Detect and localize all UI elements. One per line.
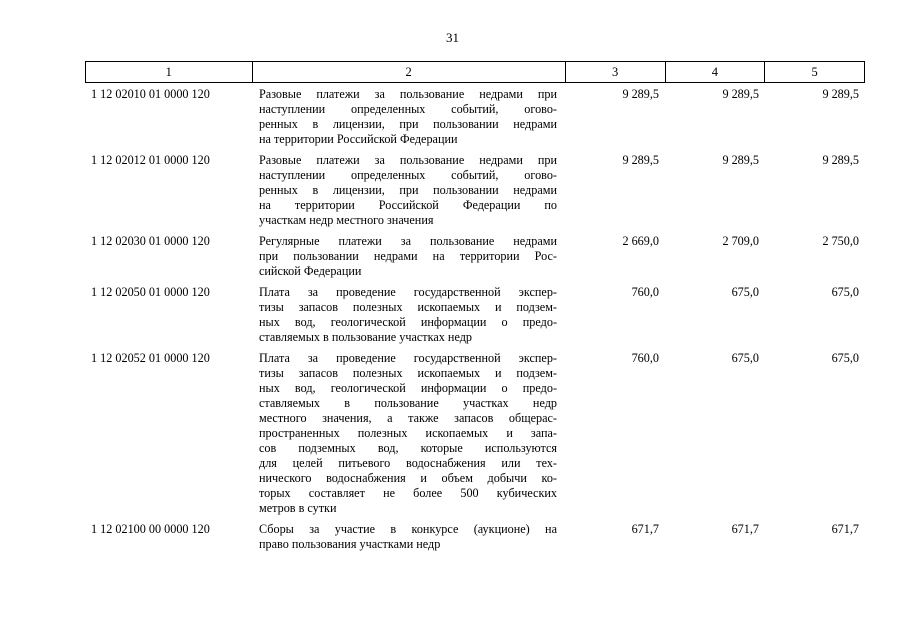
description-line: нического водоснабжения и объем добычи ко- bbox=[259, 471, 557, 485]
row-description bbox=[251, 522, 565, 552]
row-value-4: 671,7 bbox=[731, 522, 759, 536]
row-value-4: 675,0 bbox=[731, 285, 759, 299]
description-line: ных вод, геологической информации о предо- bbox=[259, 315, 557, 329]
header-col-5: 5 bbox=[764, 62, 864, 82]
description-line: Регулярные платежи за пользование недрами bbox=[259, 234, 557, 248]
description-line: для целей питьевого водоснабжения или тех- bbox=[259, 456, 557, 470]
description-line: ренных в лицензии, при пользовании недрами bbox=[259, 183, 557, 197]
row-value-3: 9 289,5 bbox=[622, 87, 659, 101]
page-number: 31 bbox=[446, 30, 459, 45]
description-line: местного значения, а также запасов общерас- bbox=[259, 411, 557, 425]
table-row bbox=[85, 153, 865, 228]
description-line: Сборы за участие в конкурсе (аукционе) на bbox=[259, 522, 557, 536]
description-line: наступлении определенных событий, огово- bbox=[259, 168, 557, 182]
row-value-3: 9 289,5 bbox=[622, 153, 659, 167]
row-value-5: 671,7 bbox=[831, 522, 859, 536]
row-value-5: 675,0 bbox=[831, 285, 859, 299]
row-value-4: 2 709,0 bbox=[722, 234, 759, 248]
table-row bbox=[85, 522, 865, 552]
description-line: право пользования участками недр bbox=[259, 537, 441, 551]
header-col-3: 3 bbox=[565, 62, 665, 82]
description-line: Плата за проведение государственной экспер- bbox=[259, 351, 557, 365]
row-code: 1 12 02010 01 0000 120 bbox=[91, 87, 210, 101]
row-value-4: 675,0 bbox=[731, 351, 759, 365]
header-col-1: 1 bbox=[165, 65, 172, 79]
row-code: 1 12 02050 01 0000 120 bbox=[91, 285, 210, 299]
row-value-5: 675,0 bbox=[831, 351, 859, 365]
description-line: участкам недр местного значения bbox=[259, 213, 434, 227]
table-row bbox=[85, 87, 865, 147]
row-description bbox=[251, 234, 565, 279]
description-line: сов подземных вод, которые используются bbox=[259, 441, 557, 455]
row-value-5: 9 289,5 bbox=[822, 87, 859, 101]
row-code: 1 12 02030 01 0000 120 bbox=[91, 234, 210, 248]
description-line: сийской Федерации bbox=[259, 264, 362, 278]
row-code: 1 12 02100 00 0000 120 bbox=[91, 522, 210, 536]
row-value-5: 9 289,5 bbox=[822, 153, 859, 167]
row-description bbox=[251, 351, 565, 516]
row-code: 1 12 02052 01 0000 120 bbox=[91, 351, 210, 365]
table-row bbox=[85, 351, 865, 516]
description-line: торых составляет не более 500 кубических bbox=[259, 486, 557, 500]
description-line: Разовые платежи за пользование недрами при bbox=[259, 87, 557, 101]
description-line: метров в сутки bbox=[259, 501, 337, 515]
table-row bbox=[85, 285, 865, 345]
description-line: Разовые платежи за пользование недрами при bbox=[259, 153, 557, 167]
description-line: наступлении определенных событий, огово- bbox=[259, 102, 557, 116]
table-body bbox=[85, 87, 865, 558]
row-value-4: 9 289,5 bbox=[722, 153, 759, 167]
description-line: на территории Российской Федерации bbox=[259, 132, 458, 146]
description-line: тизы запасов полезных ископаемых и подзем- bbox=[259, 366, 557, 380]
row-description bbox=[251, 153, 565, 228]
table-header bbox=[85, 61, 865, 83]
row-value-3: 760,0 bbox=[631, 285, 659, 299]
description-line: пространенных полезных ископаемых и запа- bbox=[259, 426, 557, 440]
header-col-4: 4 bbox=[665, 62, 765, 82]
description-line: ставляемых в пользование участках недр bbox=[259, 396, 557, 410]
row-value-4: 9 289,5 bbox=[722, 87, 759, 101]
description-line: ставляемых в пользование участках недр bbox=[259, 330, 472, 344]
row-code: 1 12 02012 01 0000 120 bbox=[91, 153, 210, 167]
row-description bbox=[251, 87, 565, 147]
table-row bbox=[85, 234, 865, 279]
row-value-3: 671,7 bbox=[631, 522, 659, 536]
description-line: при пользовании недрами на территории Рос- bbox=[259, 249, 557, 263]
description-line: ренных в лицензии, при пользовании недрами bbox=[259, 117, 557, 131]
row-value-3: 760,0 bbox=[631, 351, 659, 365]
description-line: на территории Российской Федерации по bbox=[259, 198, 557, 212]
description-line: Плата за проведение государственной экспер- bbox=[259, 285, 557, 299]
row-description bbox=[251, 285, 565, 345]
row-value-3: 2 669,0 bbox=[622, 234, 659, 248]
header-col-2: 2 bbox=[252, 62, 565, 82]
description-line: ных вод, геологической информации о предо- bbox=[259, 381, 557, 395]
description-line: тизы запасов полезных ископаемых и подзем- bbox=[259, 300, 557, 314]
row-value-5: 2 750,0 bbox=[822, 234, 859, 248]
